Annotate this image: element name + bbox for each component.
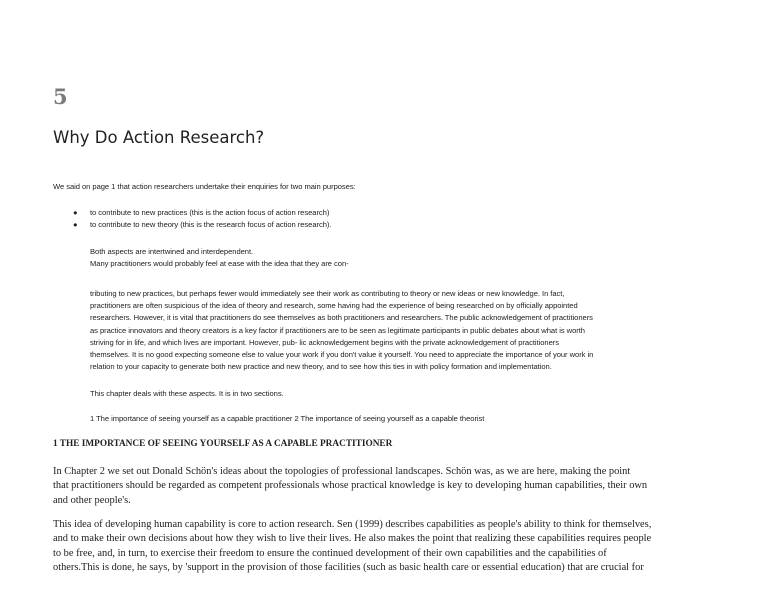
text-line: and to make their own decisions about how they wish to live their lives. He also makes the point that realizing these capabilities requires people [53,533,652,545]
text-line: striving for in life, and which lives are important. However, pub- lic acknowledgement begins with the private acknowledgement of practitioners [90,337,559,347]
list-item-text: to contribute to new theory (this is the research focus of action research). [90,220,332,230]
text-line: In Chapter 2 we set out Donald Schӧn's ideas about the topologies of professional landscapes. Schӧn was, as we are here, making the point [53,466,631,477]
text-line: This idea of developing human capability is core to action research. Sen (1999) describes capabilities as people's ability to think for themselves, [53,519,652,530]
practitioners-paragraph [90,288,593,373]
capability-paragraph [53,518,651,575]
text-line: Many practitioners would probably feel at ease with the idea that they are con- [90,259,349,269]
bullet-icon: ● [73,208,78,217]
text-line: themselves. It is no good expecting someone else to value your work if you don't value it yourself. You need to appreciate the importance of your work in [90,349,594,359]
chapter-number: 5 [53,84,68,109]
chapter-title: Why Do Action Research? [53,128,265,147]
sections-intro: This chapter deals with these aspects. It is in two sections. [90,389,284,398]
text-line: as practice innovators and theory creators is a key factor if practitioners are to be seen as legitimate participants in public debates about what is worth [90,325,585,335]
text-line: and other people's. [53,494,131,506]
list-item-text: to contribute to new practices (this is the action focus of action research) [90,208,330,217]
text-line: practitioners are often suspicious of the idea of theory and research, some having had the experience of being researched on by officially appointed [90,301,578,311]
text-line: researchers. However, it is vital that practitioners do see themselves as both practitioners and researchers. The public acknowledgement of practitioners [90,313,593,323]
schon-paragraph [53,465,647,508]
section1-heading: 1 THE IMPORTANCE OF SEEING YOURSELF AS A CAPABLE PRACTITIONER [53,439,393,449]
text-line: tributing to new practices, but perhaps fewer would immediately see their work as contributing to theory or new ideas or new knowledge. In fact, [90,289,565,298]
text-line: others.This is done, he says, by 'support in the provision of those facilities (such as basic health care or essential education) that are crucial for [53,561,644,573]
text-line: that practitioners should be regarded as competent professionals whose practical knowledge is key to developing human capabilities, their own [53,480,648,492]
bullet-icon: ● [73,220,78,230]
aspects-paragraph [90,246,349,270]
text-line: relation to your capacity to generate both new practice and new theory, and to see how this ties in with policy formation and implementation. [90,362,552,372]
sections-list: 1 The importance of seeing yourself as a capable practitioner 2 The importance of seeing yourself as a capable theorist [90,414,485,423]
intro-paragraph: We said on page 1 that action researchers undertake their enquiries for two main purposes: [53,182,356,191]
list-item [73,219,332,231]
list-item [73,207,331,219]
purpose-list [73,207,332,231]
text-line: to be free, and, in turn, to exercise their freedom to ensure the continued development of their own capabilities and the capabilities of [53,547,607,559]
text-line: Both aspects are intertwined and interdependent. [90,247,254,256]
section-heading [53,439,392,449]
